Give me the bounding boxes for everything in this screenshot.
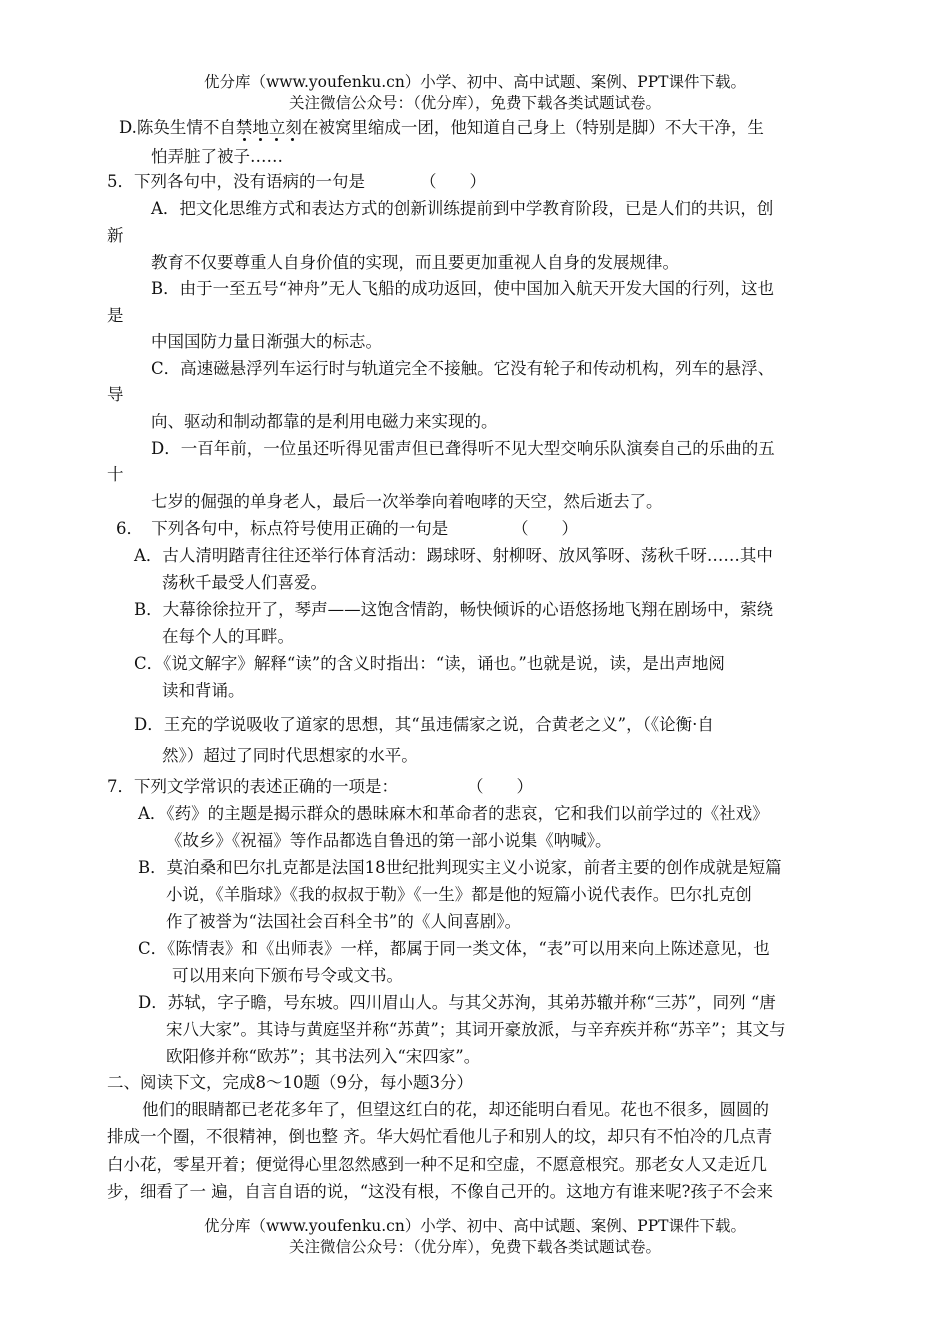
q5-answer-blank: （ ） — [420, 172, 486, 191]
q6-answer-blank: （ ） — [512, 519, 578, 538]
q4-option-d-line2: 怕弄脏了被子…… — [151, 147, 283, 166]
q7-stem: 7．下列文学常识的表述正确的一项是： — [107, 777, 398, 796]
emphasis-dot — [291, 138, 294, 141]
q5-option-b-line1: B．由于一至五号“神舟”无人飞船的成功返回，使中国加入航天开发大国的行列，这也 — [151, 279, 774, 298]
q5-option-c-line2: 向、驱动和制动都靠的是利用电磁力来实现的。 — [151, 412, 498, 431]
q6-stem: 6． 下列各句中，标点符号使用正确的一句是 — [116, 519, 449, 538]
passage-line3: 白小花，零星开着；便觉得心里忽然感到一种不足和空虚，不愿意根究。那老女人又走近几 — [107, 1155, 767, 1174]
q4-option-d-line1 — [119, 117, 764, 139]
q6-option-d-line1: D．王充的学说吸收了道家的思想，其“虽违儒家之说，合黄老之义”，（《论衡·自 — [134, 715, 714, 734]
q5-option-a-wrap: 新 — [107, 226, 124, 245]
page-header-line2: 关注微信公众号：（优分库），免费下载各类试题试卷。 — [288, 94, 661, 112]
passage-line2: 排成一个圈，不很精神，倒也整 齐。华大妈忙看他儿子和别人的坟，却只有不怕冷的几点青 — [107, 1127, 773, 1146]
q6-option-b-line1: B．大幕徐徐拉开了，琴声——这饱含情韵，畅快倾诉的心语悠扬地飞翔在剧场中，萦绕 — [134, 600, 774, 619]
passage-line4: 步，细看了一 遍，自言自语的说，“这没有根，不像自己开的。这地方有谁来呢?孩子不会来 — [107, 1182, 774, 1201]
q7-option-b-line1: B．莫泊桑和巴尔扎克都是法国18世纪批判现实主义小说家，前者主要的创作成就是短篇 — [138, 858, 782, 877]
q5-option-b-line2: 中国国防力量日渐强大的标志。 — [151, 332, 382, 351]
emphasis-dot — [259, 138, 262, 141]
passage-line1: 他们的眼睛都已老花多年了，但望这红白的花，却还能明白看见。花也不很多，圆圆的 — [142, 1100, 769, 1119]
q6-option-b-line2: 在每个人的耳畔。 — [162, 627, 294, 646]
q7-answer-blank: （ ） — [467, 777, 533, 796]
q5-option-a-line1: A．把文化思维方式和表达方式的创新训练提前到中学教育阶段，已是人们的共识，创 — [151, 199, 774, 218]
q7-option-d-line2: 宋八大家”。其诗与黄庭坚并称“苏黄”；其词开豪放派，与辛弃疾并称“苏辛”；其文与 — [166, 1020, 786, 1039]
q5-option-d-line2: 七岁的倔强的单身老人，最后一次举拳向着咆哮的天空，然后逝去了。 — [151, 492, 663, 511]
q6-option-a-line2: 荡秋千最受人们喜爱。 — [162, 573, 327, 592]
page-footer-line2: 关注微信公众号：（优分库），免费下载各类试题试卷。 — [288, 1238, 661, 1256]
q5-option-a-line2: 教育不仅要尊重人自身价值的实现，而且要更加重视人自身的发展规律。 — [151, 253, 679, 272]
q5-option-d-wrap: 十 — [107, 465, 124, 484]
emphasis-dot — [275, 138, 278, 141]
q7-option-c-line2: 可以用来向下颁布号令或文书。 — [172, 966, 403, 985]
emphasis-dot — [243, 138, 246, 141]
page-header-line1: 优分库（www.youfenku.cn）小学、初中、高中试题、案例、PPT课件下载。 — [203, 73, 747, 91]
q7-option-a-line1: A．《药》的主题是揭示群众的愚昧麻木和革命者的悲哀，它和我们以前学过的《社戏》 — [138, 804, 769, 823]
q6-option-a-line1: A．古人清明踏青往往还举行体育活动：踢球呀、射柳呀、放风筝呀、荡秋千呀……其中 — [134, 546, 773, 565]
q6-option-c-line1: C．《说文解字》解释“读”的含义时指出：“读，诵也。”也就是说，读，是出声地阅 — [134, 654, 725, 673]
q7-option-d-line3: 欧阳修并称“欧苏”；其书法列入“宋四家”。 — [166, 1047, 481, 1066]
q5-option-b-wrap: 是 — [107, 306, 124, 325]
q5-option-c-line1: C．高速磁悬浮列车运行时与轨道完全不接触。它没有轮子和传动机构，列车的悬浮、 — [151, 359, 775, 378]
section2-heading: 二、阅读下文，完成8～10题（9分，每小题3分） — [107, 1073, 473, 1092]
q7-option-c-line1: C．《陈情表》和《出师表》一样，都属于同一类文体，“表”可以用来向上陈述意见，也 — [138, 939, 770, 958]
q6-option-d-line2: 然》）超过了同时代思想家的水平。 — [162, 746, 418, 765]
q5-option-c-wrap: 导 — [107, 385, 124, 404]
q5-option-d-line1: D．一百年前，一位虽还听得见雷声但已聋得听不见大型交响乐队演奏自己的乐曲的五 — [151, 439, 775, 458]
q5-stem: 5．下列各句中，没有语病的一句是 — [107, 172, 365, 191]
q6-option-c-line2: 读和背诵。 — [162, 681, 245, 700]
q7-option-b-line2: 小说，《羊脂球》《我的叔叔于勒》《一生》都是他的短篇小说代表作。巴尔扎克创 — [166, 885, 752, 904]
emphasis-marked-text: D.陈奂生情不自禁地立刻在被窝里缩成一团，他知道自己身上（特别是脚）不大干净，生 — [119, 118, 764, 137]
q7-option-b-line3: 作了被誉为“法国社会百科全书”的《人间喜剧》。 — [166, 912, 522, 931]
page-footer-line1: 优分库（www.youfenku.cn）小学、初中、高中试题、案例、PPT课件下载。 — [203, 1217, 747, 1235]
q7-option-a-line2: 《故乡》《祝福》等作品都选自鲁迅的第一部小说集《呐喊》。 — [166, 831, 612, 850]
q7-option-d-line1: D．苏轼，字子瞻，号东坡。四川眉山人。与其父苏洵，其弟苏辙并称“三苏”，同列 “唐 — [138, 993, 776, 1012]
